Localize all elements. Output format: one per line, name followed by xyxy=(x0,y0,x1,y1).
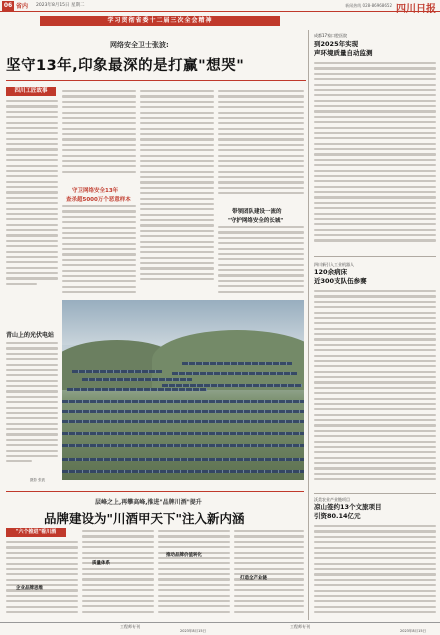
bottom-column-2 xyxy=(82,530,154,620)
paper-logo: 四川日报 xyxy=(396,4,436,15)
article-column-2 xyxy=(140,90,214,300)
bottom-subhead-3: 推动品牌价值转化 xyxy=(166,553,202,558)
top-story-headline: 坚守13年,印象最深的是打赢"想哭" xyxy=(6,58,245,74)
footer-date-right: 2023年8月15日 xyxy=(400,629,427,633)
bottom-column-1 xyxy=(6,541,78,619)
intro-column xyxy=(6,100,58,325)
masthead xyxy=(0,0,440,15)
solar-station-photo xyxy=(62,300,304,480)
bottom-subhead-1: 企业品牌思维 xyxy=(16,586,43,591)
right-story1-title2: 声环境质量自动监测 xyxy=(314,49,373,57)
column-divider xyxy=(308,30,309,620)
bottom-story-label: "六个推进"看川酒 xyxy=(6,528,66,537)
right-story2-title: 120余病床 xyxy=(314,268,348,276)
right-story3-kicker: 沃美农业产业链项目 xyxy=(314,497,350,502)
bottom-subhead-2: 质量体系 xyxy=(92,561,110,566)
right-story1-title: 到2025年实现 xyxy=(314,40,359,48)
article-column-3 xyxy=(218,90,304,200)
right-divider-1 xyxy=(314,256,436,257)
bottom-story-headline: 品牌建设为"川酒甲天下"注入新内涵 xyxy=(44,511,245,526)
photo-caption-text xyxy=(6,342,58,472)
right-story2-title2: 近300支队伍参赛 xyxy=(314,277,367,285)
bottom-subhead-4: 打造全产业链 xyxy=(240,576,267,581)
footer-right: 工程师专刊 xyxy=(290,624,310,629)
photo-caption-title: 青山上的光伏电站 xyxy=(6,332,55,339)
subhead-2: 查杀超5000万个恶意样本 xyxy=(66,197,131,203)
right-story1-text xyxy=(314,62,436,252)
right-divider-2 xyxy=(314,493,436,494)
headline-divider xyxy=(6,80,306,81)
right-story1-kicker: 成都17家口腔医院 xyxy=(314,33,348,38)
article-column-3b xyxy=(218,226,304,300)
right-story2-text xyxy=(314,290,436,490)
subhead-1: 守卫网络安全13年 xyxy=(72,188,119,194)
footer-date-left: 2023年8月15日 xyxy=(180,629,207,633)
page-number: 06 xyxy=(3,2,13,9)
right-story3-text xyxy=(314,525,436,620)
paper-meta: 新闻热线 028-86968652 xyxy=(345,3,392,8)
bottom-column-3 xyxy=(158,530,230,620)
section-tag: 省内 xyxy=(16,3,29,10)
bottom-divider xyxy=(6,491,304,492)
article-column-1b xyxy=(62,205,136,300)
subhead-4: "守护网络安全的长城" xyxy=(228,218,284,224)
footer-rule xyxy=(0,622,440,623)
date-line: 2023年8月15日 星期二 xyxy=(36,3,85,8)
footer-left: 工程师专刊 xyxy=(120,624,140,629)
photo-credit: 摄影 张波 xyxy=(30,478,46,482)
right-story3-title: 凉山签约13个文旅项目 xyxy=(314,503,382,511)
intro-text xyxy=(6,100,58,285)
column-label: 四川工匠故事 xyxy=(6,87,56,96)
top-story-kicker: 网络安全卫士张波: xyxy=(110,41,169,49)
bottom-story-kicker: 层峰之上,再攀高峰,推进"品牌川酒"提升 xyxy=(95,499,202,506)
right-story3-title2: 引资80.14亿元 xyxy=(314,512,361,520)
right-story2-kicker: 四川新引入工业机器人 xyxy=(314,262,354,267)
topic-banner: 学习贯彻省委十二届三次全会精神 xyxy=(40,16,280,26)
subhead-3: 带领团队建设一流的 xyxy=(232,209,282,215)
